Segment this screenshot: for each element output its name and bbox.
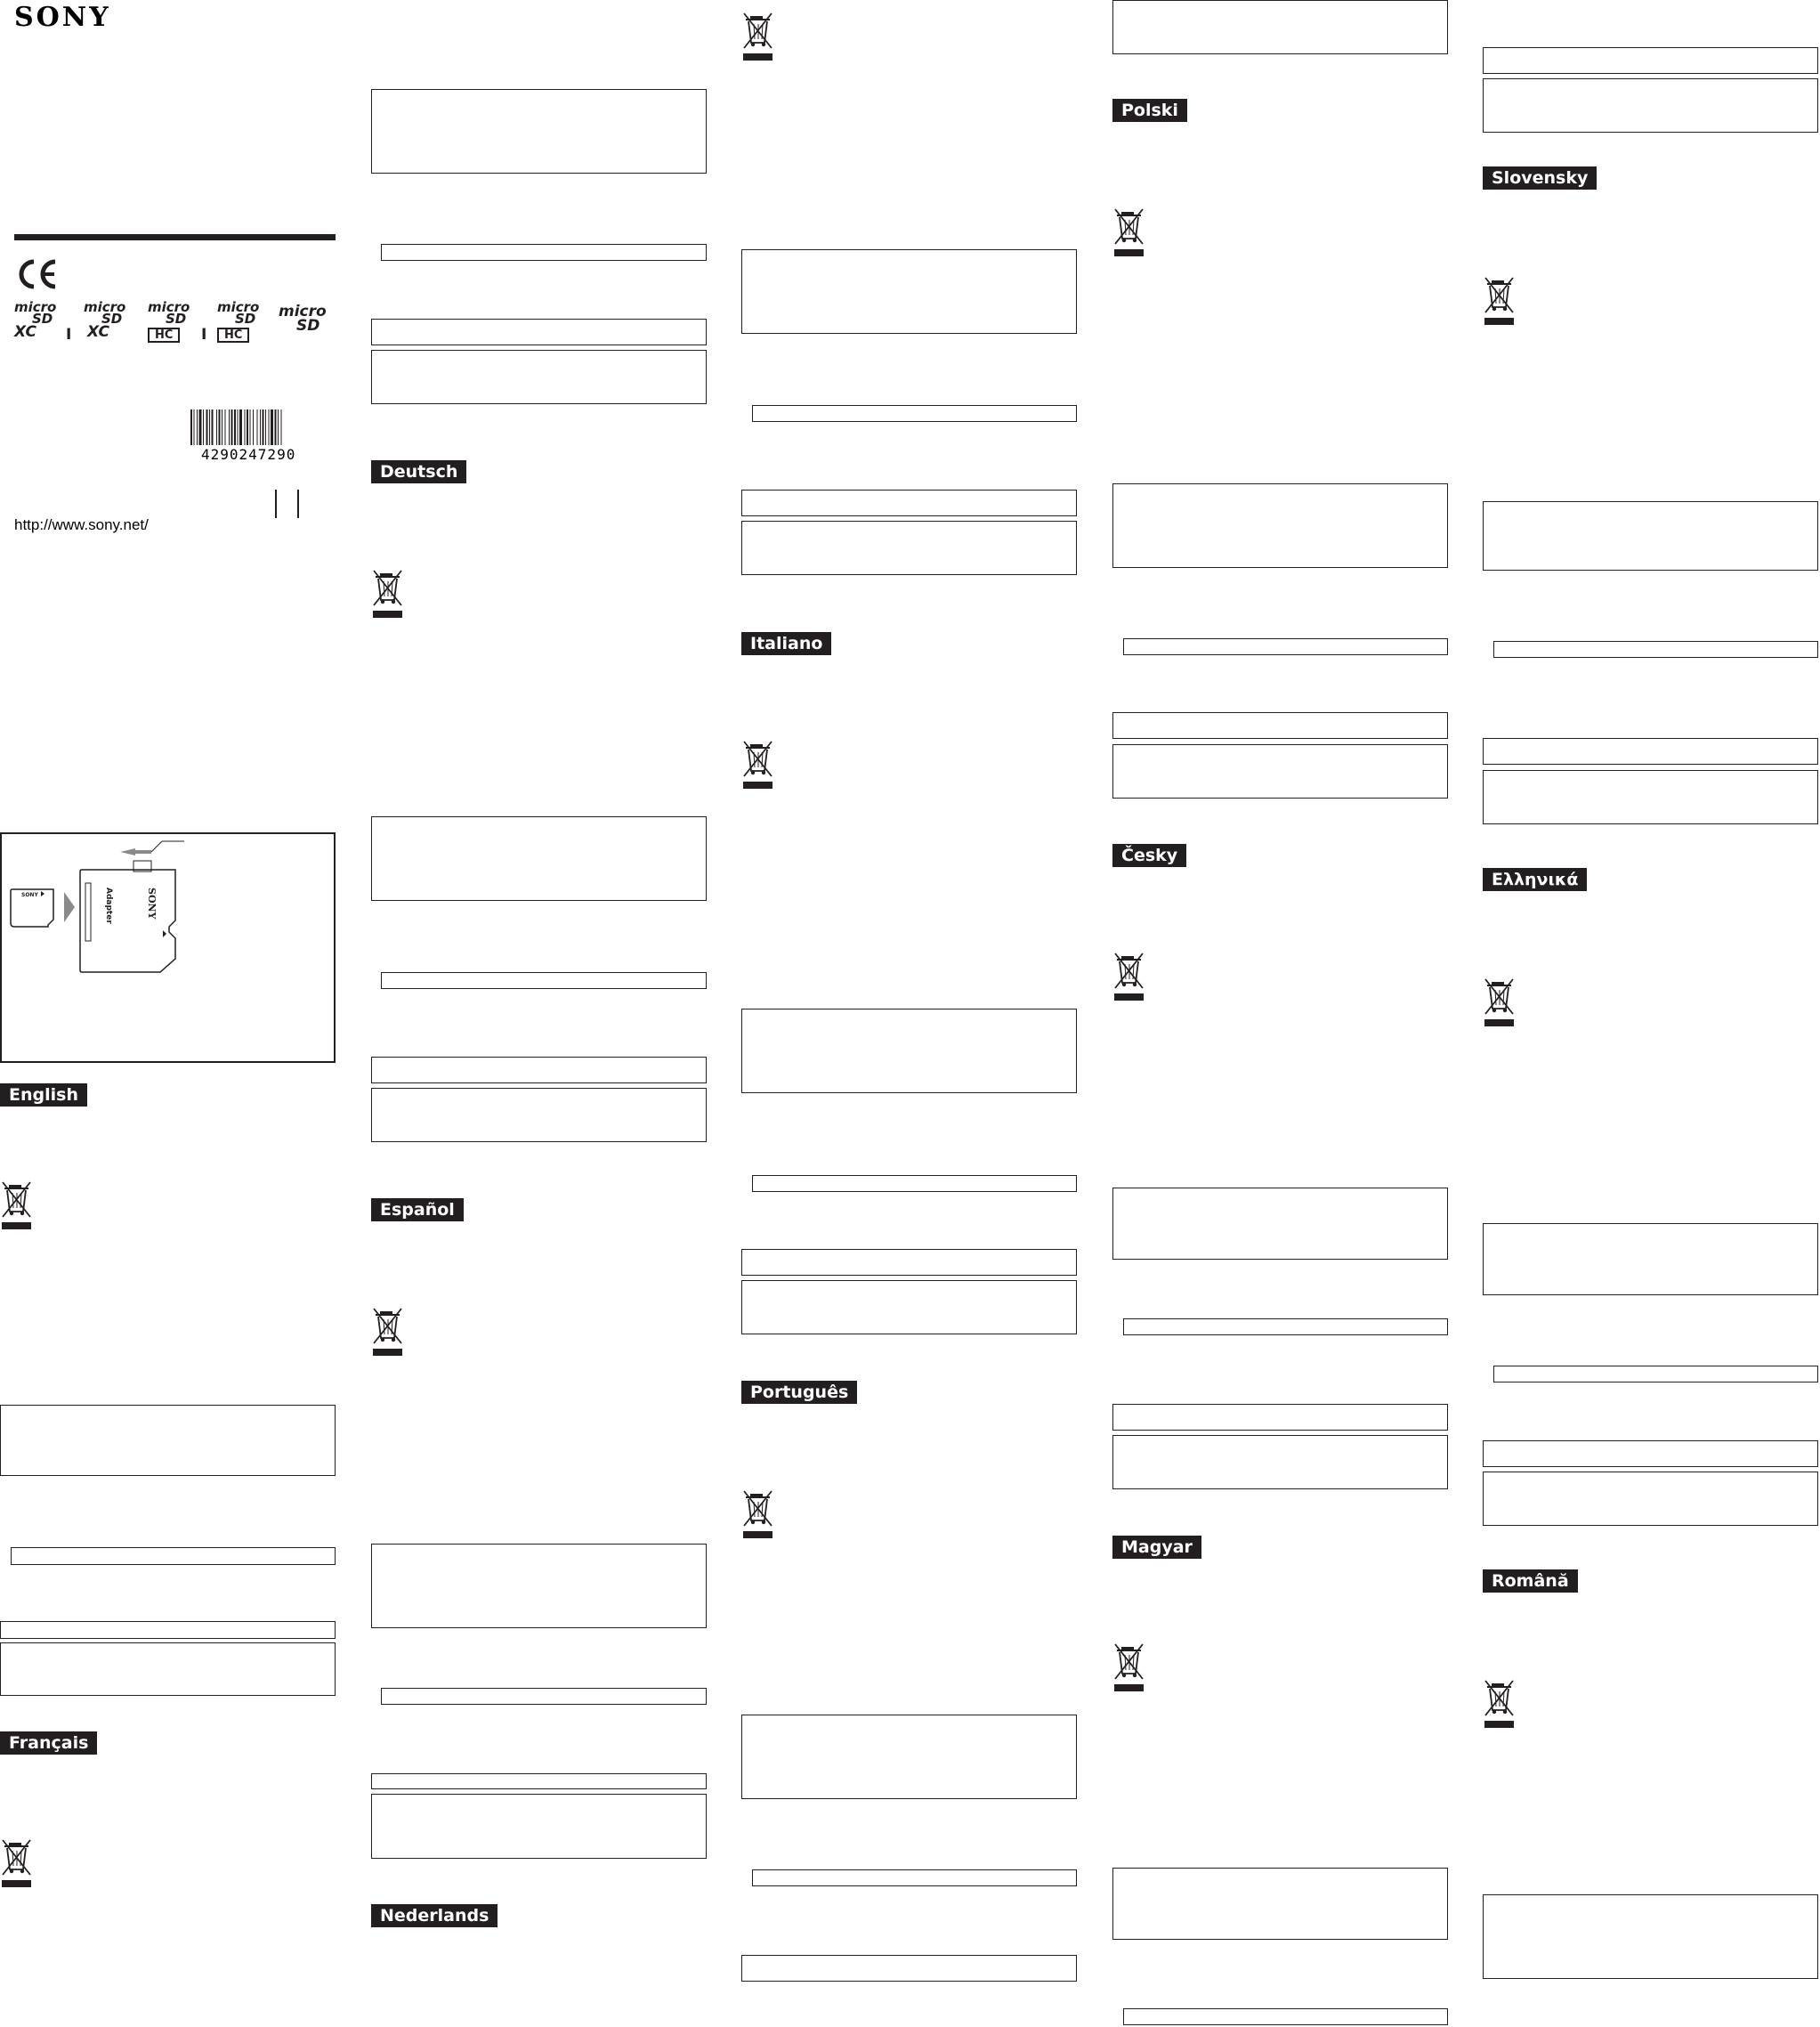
section-heading-nederlands: Nederlands — [371, 1904, 497, 1927]
weee-bin-icon — [1112, 207, 1148, 258]
note-strip — [1112, 1404, 1448, 1431]
barcode-bar — [253, 409, 254, 445]
weee-bin-icon — [1112, 951, 1148, 1002]
note-strip — [1123, 1318, 1448, 1335]
microsdxc-logo: micro SD XC — [84, 299, 126, 341]
note-strip — [1112, 712, 1448, 739]
note-box — [1112, 1868, 1448, 1940]
note-box — [371, 1544, 707, 1628]
microsdhc-logo: micro SD HC — [217, 299, 260, 342]
note-strip — [381, 972, 707, 989]
insert-arrow-icon — [64, 892, 75, 922]
barcode-bar — [194, 409, 195, 445]
barcode-bar — [238, 409, 239, 445]
microsdhc-uhs-logo: micro SD HC I — [148, 299, 207, 344]
note-strip — [1483, 1440, 1818, 1467]
barcode-bar — [209, 409, 210, 445]
note-box — [371, 350, 707, 404]
ce-mark-icon — [14, 258, 59, 295]
note-strip — [752, 1175, 1077, 1192]
note-strip — [1123, 638, 1448, 655]
note-box — [0, 1642, 336, 1696]
note-strip — [1483, 47, 1818, 74]
barcode-bar — [245, 409, 246, 445]
weee-bin-icon — [741, 1488, 777, 1540]
barcode-bar — [225, 409, 226, 445]
note-box — [1483, 1894, 1818, 1979]
card-adapter-illustration — [0, 832, 336, 1063]
barcode-bar — [260, 409, 261, 445]
barcode-bar — [263, 409, 264, 445]
note-box — [1483, 770, 1818, 824]
note-strip — [1493, 641, 1818, 658]
barcode-bar — [278, 409, 279, 445]
section-heading-ellinika: Ελληνικά — [1483, 868, 1587, 891]
note-strip — [1123, 2008, 1448, 2025]
section-heading-english: English — [0, 1083, 87, 1107]
note-strip — [11, 1547, 336, 1565]
note-strip — [741, 1955, 1077, 1982]
barcode-bar — [190, 409, 192, 445]
note-strip — [1493, 1366, 1818, 1382]
note-box — [371, 1794, 707, 1859]
barcode-bar — [265, 409, 266, 445]
note-box — [1112, 1188, 1448, 1260]
barcode-bar — [212, 409, 214, 445]
weee-bin-icon — [1483, 1678, 1518, 1730]
barcode-bar — [250, 409, 251, 445]
adapter-brand: SONY — [146, 888, 158, 920]
barcode-bar — [197, 409, 198, 445]
weee-bin-icon — [1483, 275, 1518, 327]
section-heading-italiano: Italiano — [741, 632, 831, 655]
weee-bin-icon — [0, 1180, 36, 1231]
barcode-bar — [281, 409, 282, 445]
barcode-bar — [216, 409, 217, 445]
note-box — [0, 1405, 336, 1476]
note-box — [1112, 0, 1448, 54]
barcode-bar — [269, 409, 270, 445]
note-box — [1112, 744, 1448, 799]
note-strip — [741, 1249, 1077, 1276]
barcode-bar — [231, 409, 233, 445]
barcode-bar — [239, 409, 242, 445]
note-box — [1112, 483, 1448, 568]
section-heading-espanol: Español — [371, 1198, 464, 1221]
barcode-bar — [203, 409, 204, 445]
section-heading-romana: Română — [1483, 1569, 1578, 1593]
note-box — [1112, 1435, 1448, 1489]
bracket-right-mark — [297, 490, 299, 518]
note-box — [371, 89, 707, 174]
note-box — [371, 816, 707, 901]
section-heading-cesky: Česky — [1112, 844, 1186, 867]
note-box — [1483, 1223, 1818, 1295]
note-box — [1483, 78, 1818, 133]
barcode-bar — [219, 409, 221, 445]
note-box — [741, 1280, 1077, 1334]
microsd-logo: micro SD — [279, 303, 327, 335]
section-heading-slovensky: Slovensky — [1483, 166, 1597, 190]
barcode-bar — [206, 409, 208, 445]
section-heading-deutsch: Deutsch — [371, 460, 466, 483]
weee-bin-icon — [371, 1306, 407, 1358]
note-box — [371, 1088, 707, 1142]
note-strip — [371, 1057, 707, 1083]
note-box — [741, 1715, 1077, 1799]
barcode-bar — [257, 409, 258, 445]
note-strip — [371, 319, 707, 345]
note-box — [1483, 501, 1818, 571]
section-heading-magyar: Magyar — [1112, 1536, 1201, 1559]
note-strip — [381, 244, 707, 261]
microsd-logo-row — [14, 301, 335, 342]
note-strip — [381, 1688, 707, 1705]
weee-bin-icon — [741, 11, 777, 62]
sony-logo: SONY — [14, 2, 111, 33]
barcode-number: 4290247290 — [201, 446, 296, 463]
section-heading-portugues: Português — [741, 1381, 857, 1404]
note-strip — [371, 1773, 707, 1789]
note-box — [741, 521, 1077, 575]
note-strip — [752, 405, 1077, 422]
barcode-bar — [275, 409, 277, 445]
note-strip — [0, 1621, 336, 1639]
note-strip — [1483, 738, 1818, 765]
weee-bin-icon — [0, 1837, 36, 1889]
barcode — [190, 409, 308, 450]
weee-bin-icon — [1483, 977, 1518, 1028]
note-box — [741, 249, 1077, 334]
note-box — [741, 1009, 1077, 1093]
weee-bin-icon — [741, 739, 777, 791]
website-url[interactable]: http://www.sony.net/ — [14, 516, 149, 533]
adapter-label: Adapter — [104, 888, 113, 924]
title-rule — [14, 234, 336, 240]
bracket-left-mark — [275, 490, 277, 518]
note-strip — [752, 1869, 1077, 1886]
barcode-bar — [247, 409, 248, 445]
barcode-bar — [229, 409, 230, 445]
section-heading-francais: Français — [0, 1731, 97, 1755]
microsd-card-label: SONY — [21, 892, 38, 898]
barcode-bar — [271, 409, 273, 445]
barcode-bar — [234, 409, 236, 445]
microsdxc-uhs-logo: micro SD XC I — [14, 299, 72, 344]
note-box — [1483, 1472, 1818, 1526]
note-strip — [741, 490, 1077, 516]
section-heading-polski: Polski — [1112, 99, 1187, 122]
barcode-bar — [199, 409, 202, 445]
weee-bin-icon — [1112, 1642, 1148, 1693]
weee-bin-icon — [371, 568, 407, 620]
